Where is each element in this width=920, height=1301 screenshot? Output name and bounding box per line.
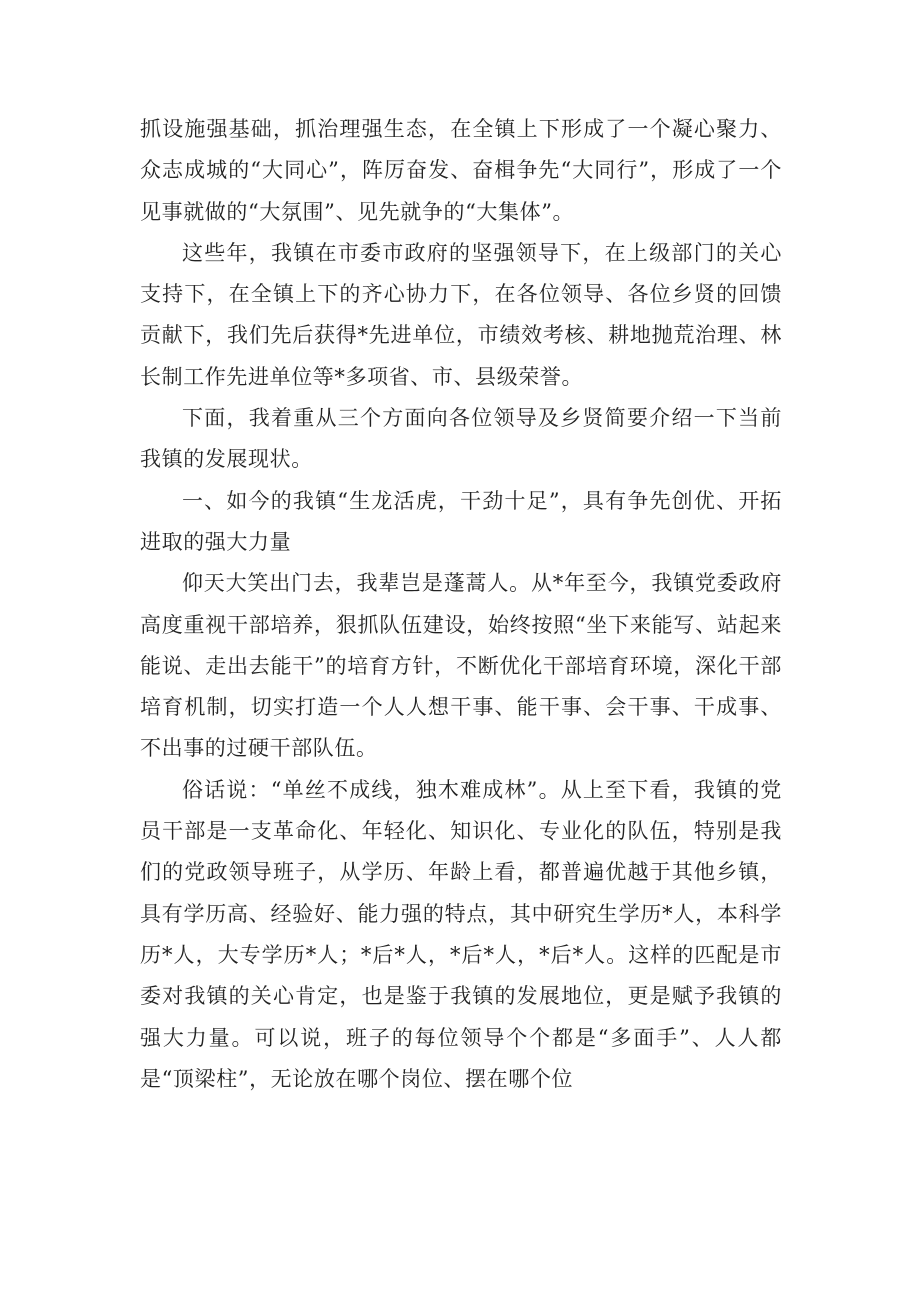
paragraph-leadership-team: 俗话说：“单丝不成线，独木难成林”。从上至下看，我镇的党员干部是一支革命化、年轻化、知识化、专业化的队伍，特别是我们的党政领导班子，从学历、年龄上看，都普遍优越于其他乡镇，具有学历高、经验好、能力强的特点，其中研究生学历*人，本科学历*人，大专学历*人；*后*人，*后*人，*后*人。这样的匹配是市委对我镇的关心肯定，也是鉴于我镇的发展地位，更是赋予我镇的强大力量。可以说，班子的每位领导个个都是“多面手”、人人都是“顶梁柱”，无论放在哪个岗位、摆在哪个位 bbox=[140, 777, 782, 1091]
paragraph-intro: 下面，我着重从三个方面向各位领导及乡贤简要介绍一下当前我镇的发展现状。 bbox=[140, 406, 782, 472]
paragraph-continuation: 抓设施强基础，抓治理强生态，在全镇上下形成了一个凝心聚力、众志成城的“大同心”，阵厉奋发、奋楫争先“大同行”，形成了一个见事就做的“大氛围”、见先就争的“大集体”。 bbox=[140, 117, 782, 224]
document-body bbox=[140, 109, 782, 1100]
paragraph-honors: 这些年，我镇在市委市政府的坚强领导下，在上级部门的关心支持下，在全镇上下的齐心协力下，在各位领导、各位乡贤的回馈贡献下，我们先后获得*先进单位，市绩效考核、耕地抛荒治理、林长制工作先进单位等*多项省、市、县级荣誉。 bbox=[140, 240, 782, 389]
paragraph-cadre-training: 仰天大笑出门去，我辈岂是蓬蒿人。从*年至今，我镇党委政府高度重视干部培养，狠抓队伍建设，始终按照“坐下来能写、站起来能说、走出去能干”的培育方针，不断优化干部培育环境，深化干部培育机制，切实打造一个人人想干事、能干事、会干事、干成事、不出事的过硬干部队伍。 bbox=[140, 571, 782, 761]
section-heading-one: 一、如今的我镇“生龙活虎，干劲十足”，具有争先创优、开拓进取的强大力量 bbox=[140, 488, 782, 554]
